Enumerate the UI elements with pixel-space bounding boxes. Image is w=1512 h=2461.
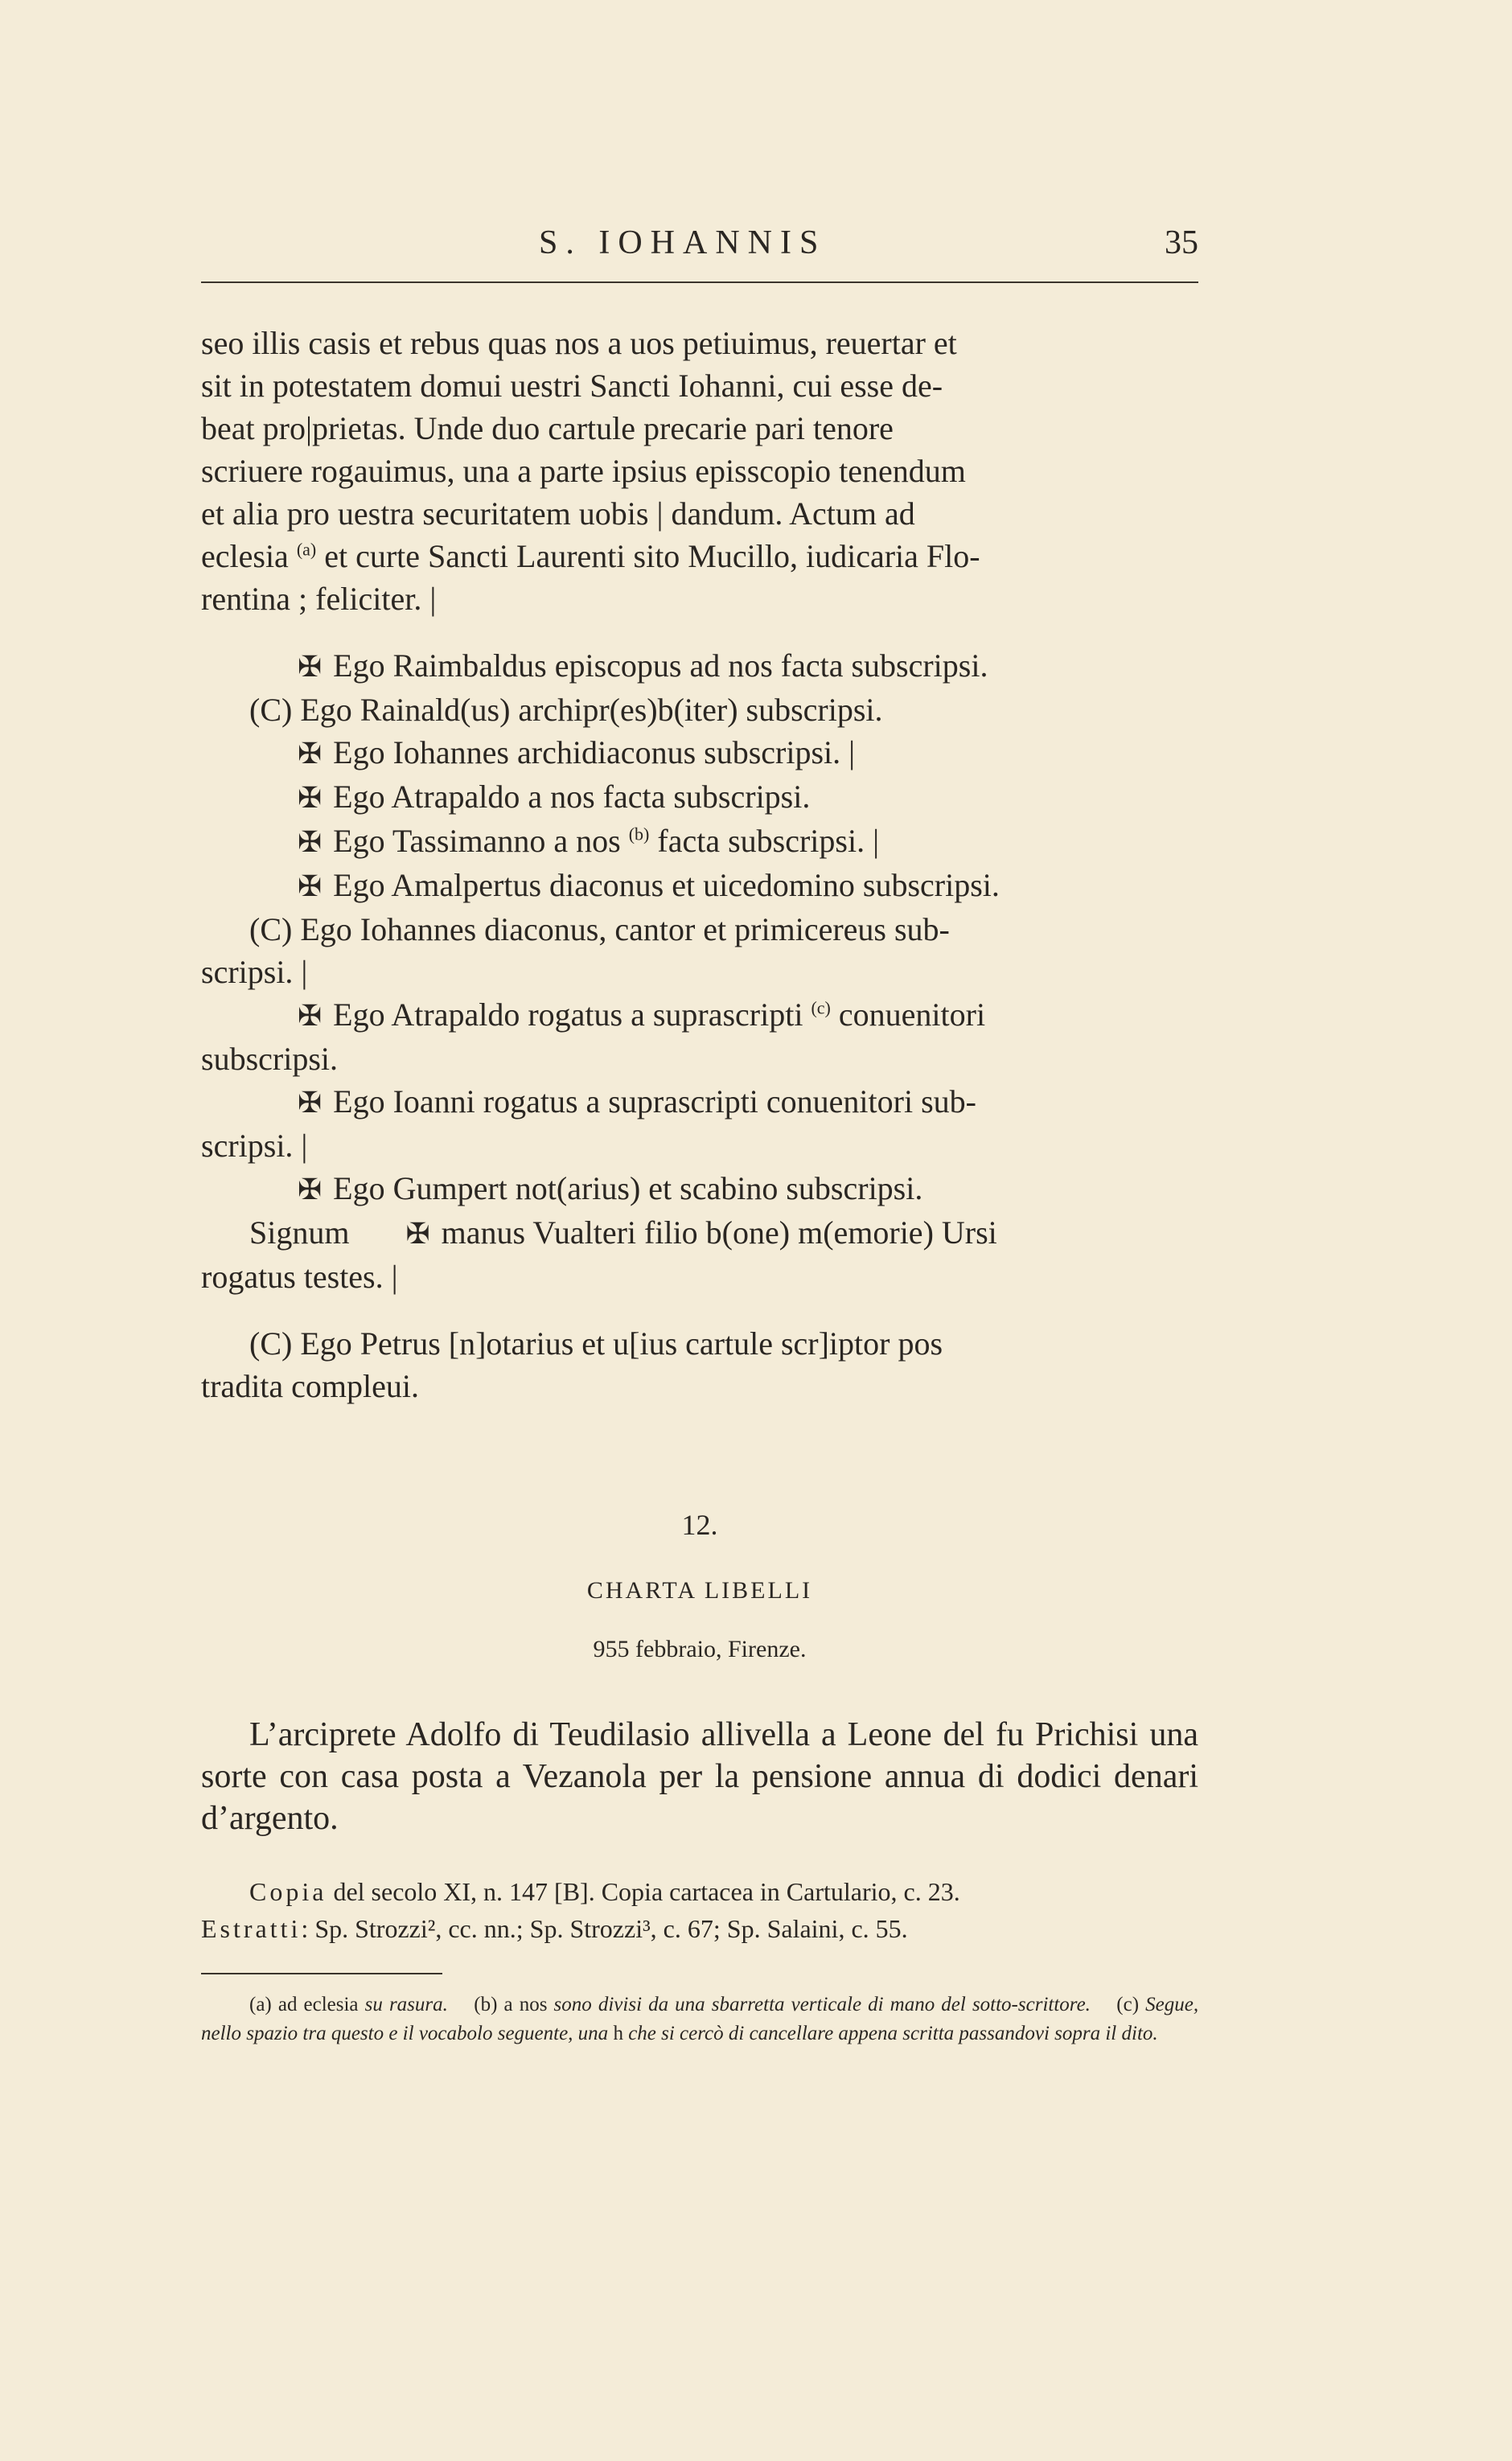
cross-icon: ✠	[298, 826, 323, 858]
signum-label: Signum	[249, 1214, 350, 1251]
regesto: L’arciprete Adolfo di Teudilasio allivella a Leone del fu Prichisi una sorte con casa posta a Vezanola per la pensione annua di dodici denari d’argento.	[201, 1716, 1198, 1837]
text-line: seo illis casis et rebus quas nos a uos petiuimus, reuertar et	[201, 325, 957, 361]
subscription-text: Ego Rainald(us) archipr(es)b(iter) subscripsi.	[300, 692, 883, 728]
subscription-text: Ego Iohannes diaconus, cantor et primicereus sub-	[300, 911, 950, 947]
cross-icon: ✠	[298, 1000, 323, 1032]
footnote-text: h	[608, 2023, 629, 2044]
subscription-text: Ego Petrus [n]otarius et u[ius cartule scr]iptor pos	[300, 1325, 943, 1362]
subscription-line	[201, 688, 1198, 731]
subscription-line	[201, 1322, 1198, 1365]
document-12	[201, 1504, 1198, 1947]
subscription-continuation: scripsi. |	[201, 954, 308, 990]
cross-icon: ✠	[298, 782, 323, 814]
cross-icon: ✠	[298, 1173, 323, 1206]
page-header	[201, 224, 1198, 272]
text-fragment: eclesia	[201, 538, 289, 574]
footnotes	[201, 1991, 1198, 2048]
subscription-line	[201, 820, 1198, 864]
text-line: sit in potestatem domui uestri Sancti Iohanni, cui esse de-	[201, 368, 943, 404]
cross-icon: ✠	[298, 737, 323, 770]
subscription-continuation: subscripsi.	[201, 1041, 338, 1077]
cross-icon: ✠	[298, 1087, 323, 1119]
text-line	[201, 535, 1198, 577]
footnote-text: a nos	[503, 1994, 548, 2015]
text-line: rentina ; feliciter. |	[201, 581, 437, 617]
text-fragment: et curte Sancti Laurenti sito Mucillo, iudicaria Flo-	[324, 538, 980, 574]
page-number: 35	[1165, 224, 1198, 261]
document-date: 955 febbraio, Firenze.	[593, 1636, 807, 1662]
text-line: beat pro|prietas. Unde duo cartule precarie pari tenore	[201, 410, 894, 446]
subscription-text: facta subscripsi. |	[649, 823, 880, 859]
document-number: 12.	[681, 1509, 718, 1541]
subscription-text: conuenitori	[830, 996, 986, 1033]
running-title: S. IOHANNIS	[539, 224, 827, 261]
subscription-line	[201, 731, 1198, 775]
opening-paragraph	[201, 322, 1198, 620]
footnotes-rule	[201, 1973, 442, 1974]
footnote-label: (a)	[249, 1994, 272, 2015]
footnote-text: ad eclesia	[277, 1994, 359, 2015]
tradition-text: del secolo XI, n. 147 [B]. Copia cartacea in Cartulario, c. 23.	[327, 1877, 960, 1906]
subscription-line	[201, 993, 1198, 1037]
cross-icon: ✠	[298, 870, 323, 902]
cross-icon: ✠	[298, 651, 323, 683]
spacer	[201, 1298, 1198, 1322]
spacer	[201, 620, 1198, 644]
cross-icon: ✠	[405, 1218, 430, 1250]
footnote-marker: (b)	[628, 824, 650, 844]
header-rule	[201, 281, 1198, 283]
tradition-label: Estratti	[201, 1914, 302, 1943]
subscription-text: manus Vualteri filio b(one) m(emorie) Ursi	[441, 1214, 997, 1251]
subscription-line	[201, 644, 1198, 688]
subscription-text: Ego Gumpert not(arius) et scabino subscripsi.	[333, 1170, 923, 1206]
subscription-text: Ego Atrapaldo rogatus a suprascripti	[333, 996, 811, 1033]
footnote-label: (b)	[474, 1994, 498, 2015]
subscription-text: Ego Amalpertus diaconus et uicedomino subscripsi.	[333, 867, 1000, 903]
subscription-line	[201, 1211, 1198, 1255]
subscriptions	[201, 644, 1198, 1298]
subscription-text: Ego Iohannes archidiaconus subscripsi. |	[333, 734, 856, 770]
subscription-line	[201, 864, 1198, 908]
subscription-continuation: rogatus testes. |	[201, 1259, 398, 1295]
body-text	[201, 322, 1198, 2069]
footnote-italic: su rasura.	[364, 1994, 448, 2015]
closing-subscription	[201, 1322, 1198, 1407]
subscription-line	[201, 775, 1198, 820]
footnote-label: (c)	[1116, 1994, 1140, 2015]
signum-mark: (C)	[249, 1325, 293, 1362]
footnote-italic: che si cercò di cancellare appena scritta passandovi sopra il dito.	[628, 2023, 1158, 2044]
subscription-text: Ego Raimbaldus episcopus ad nos facta subscripsi.	[333, 647, 988, 684]
footnote-marker: (c)	[811, 997, 831, 1018]
subscription-text: Ego Ioanni rogatus a suprascripti conuenitori sub-	[333, 1083, 976, 1120]
subscription-line	[201, 908, 1198, 951]
footnote-italic: Segue, nello spazio tra questo e il vocabolo seguente, una	[201, 1994, 1199, 2044]
footnote-italic: sono divisi da una sbarretta verticale di mano del sotto-scrittore.	[553, 1994, 1091, 2015]
document-title: CHARTA LIBELLI	[586, 1577, 813, 1604]
text-line: scriuere rogauimus, una a parte ipsius episscopio tenendum	[201, 453, 966, 489]
subscription-text: Ego Atrapaldo a nos facta subscripsi.	[333, 779, 811, 815]
subscription-text: Ego Tassimanno a nos	[333, 823, 629, 859]
subscription-continuation: scripsi. |	[201, 1128, 308, 1164]
tradition-label: Copia	[249, 1877, 327, 1906]
tradition-text: : Sp. Strozzi², cc. nn.; Sp. Strozzi³, c. 67; Sp. Salaini, c. 55.	[301, 1914, 908, 1943]
subscription-line	[201, 1167, 1198, 1211]
text-line: et alia pro uestra securitatem uobis | dandum. Actum ad	[201, 495, 915, 532]
signum-mark: (C)	[249, 911, 293, 947]
subscription-line	[201, 1080, 1198, 1124]
tradition-note	[201, 1873, 1198, 1947]
footnote-marker: (a)	[296, 539, 317, 560]
subscription-continuation: tradita compleui.	[201, 1368, 420, 1404]
signum-mark: (C)	[249, 692, 293, 728]
